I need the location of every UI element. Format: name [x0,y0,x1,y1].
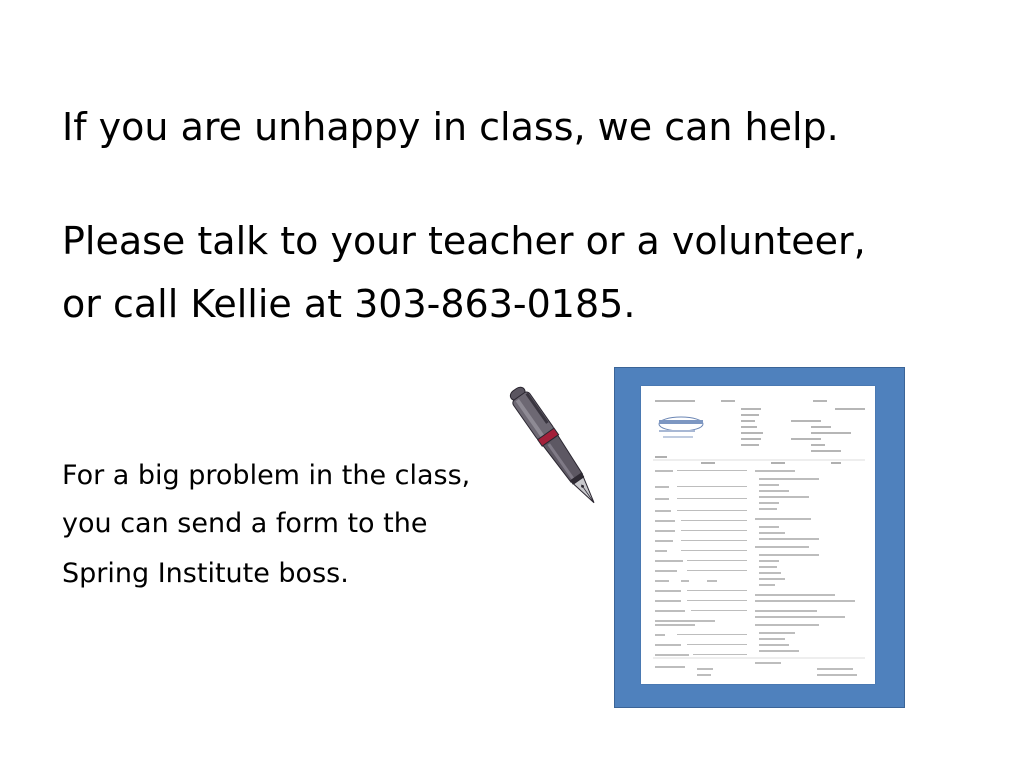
heading-line-2: Please talk to your teacher or a volunteer, [62,219,866,263]
form-image-frame [614,367,905,708]
form-image [641,386,875,684]
pen-icon [505,375,605,520]
heading-line-1: If you are unhappy in class, we can help. [62,105,839,149]
body-line-2: you can send a form to the [62,508,428,539]
body-line-1: For a big problem in the class, [62,460,471,491]
heading-line-3: or call Kellie at 303-863-0185. [62,282,636,326]
body-line-3: Spring Institute boss. [62,558,349,589]
